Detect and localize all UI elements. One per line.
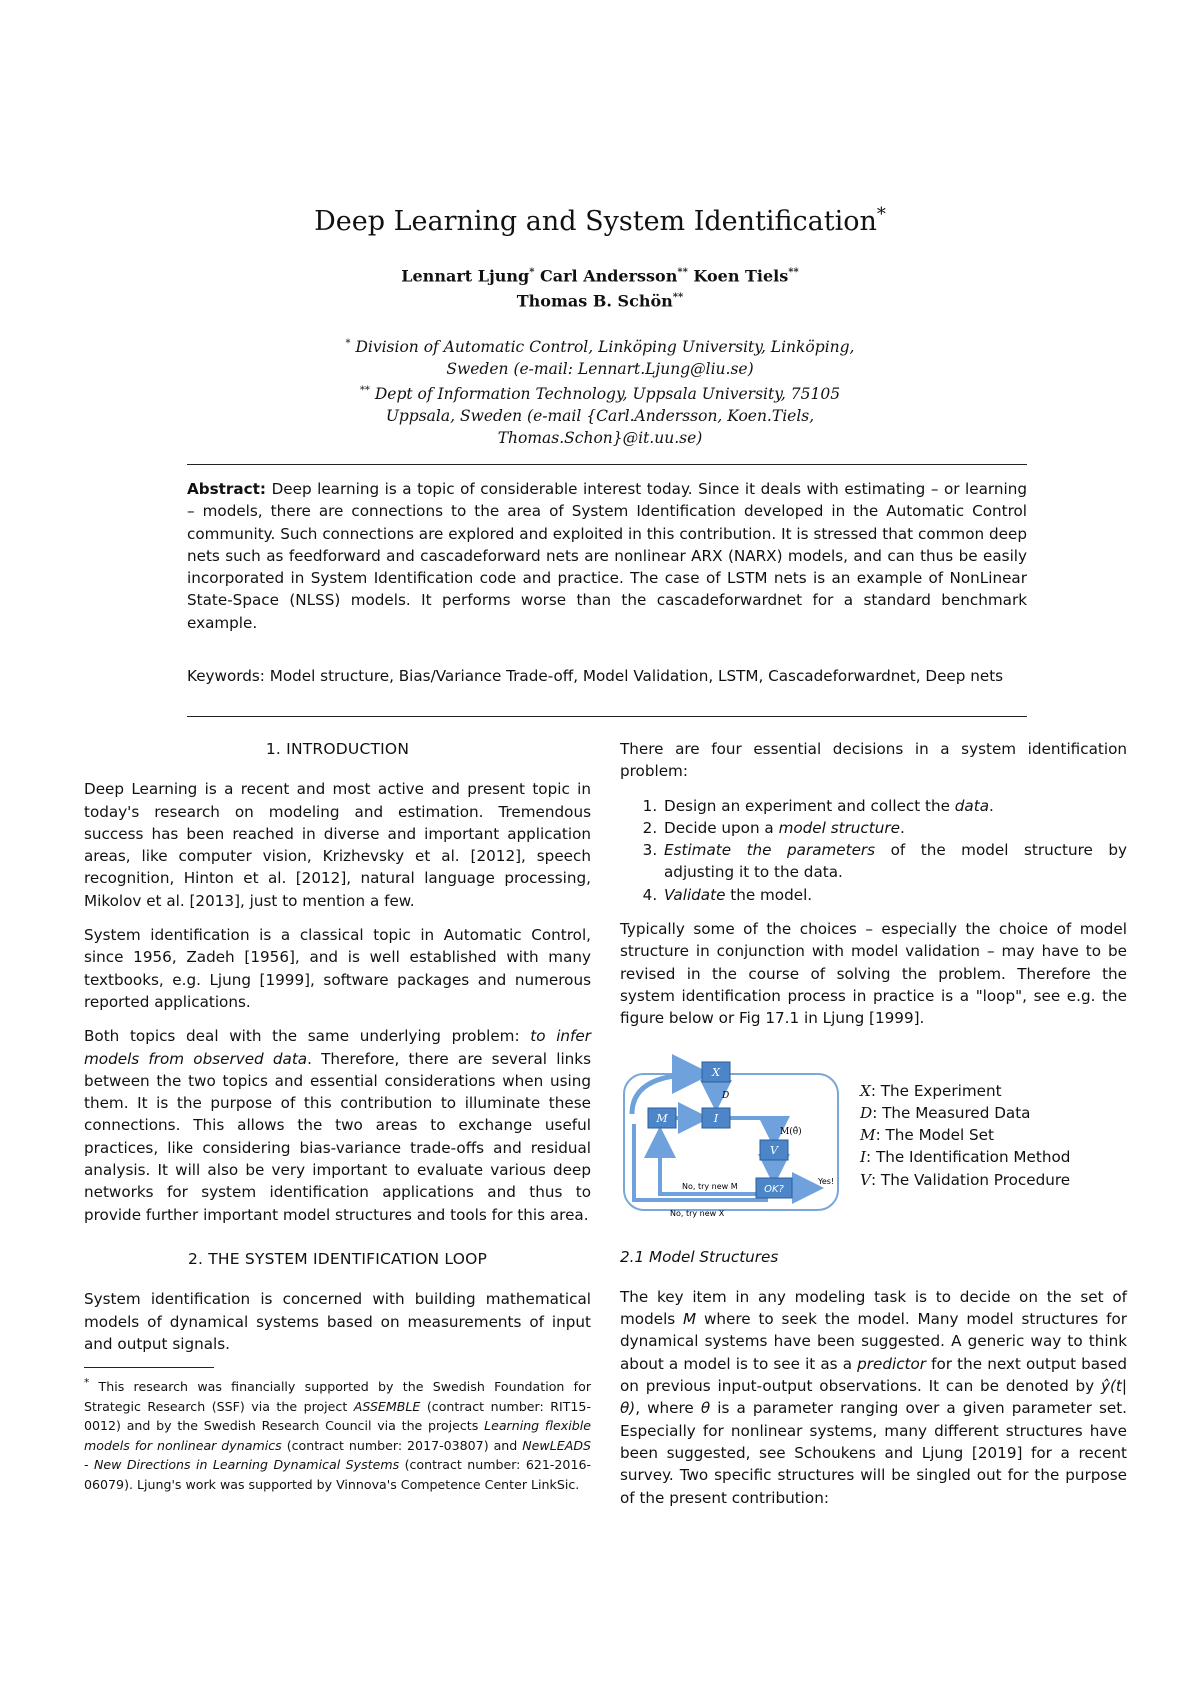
paragraph (620, 1286, 1127, 1509)
emphasis: Validate (664, 885, 726, 904)
emphasis: Learning flexible models for nonlinear dynamics (84, 1418, 591, 1453)
box-label: OK? (764, 1183, 784, 1195)
legend-item (860, 1146, 1070, 1168)
retry-experiment-label: No, try new X (670, 1208, 725, 1218)
affiliation-2 (0, 380, 1200, 405)
left-column (84, 738, 591, 1494)
emphasis: Estimate the parameters (664, 841, 876, 860)
abstract (187, 478, 1027, 634)
loop-arrow (730, 1118, 774, 1140)
paragraph: There are four essential decisions in a system identification problem: (620, 740, 1127, 781)
legend-text: : The Identification Method (866, 1148, 1071, 1167)
box-label: X (712, 1065, 720, 1079)
author-mark: ** (788, 267, 799, 278)
footnote-mark: * (84, 1377, 90, 1390)
list-item (662, 884, 1127, 906)
text-run: of the model structure by adjusting it to the data. (664, 841, 1127, 882)
affiliation-text: Division of Automatic Control, Linköping University, Linköping, (355, 338, 855, 357)
text-run: (contract number: 621-2016-06079). Ljung's work was supported by Vinnova's Competence Center LinkSic. (84, 1457, 592, 1492)
list-item (662, 839, 1127, 884)
footnote (84, 1374, 591, 1494)
legend-symbol: V (860, 1170, 871, 1189)
author-mark: ** (672, 292, 684, 304)
abstract-bottom-rule (187, 716, 1027, 717)
box-label: I (713, 1111, 719, 1125)
text-run: The key item in any modeling task is to decide on the set of models (620, 1287, 1127, 1329)
affiliation-text: Sweden (e-mail: Lennart.Ljung@liu.se) (446, 360, 754, 379)
affiliation-1 (0, 333, 1200, 358)
loop-diagram (620, 1054, 850, 1222)
legend-item (860, 1080, 1070, 1102)
box-validation (760, 1140, 788, 1160)
abstract-label: Abstract: (187, 480, 267, 498)
abstract-top-rule (187, 464, 1027, 465)
section-heading: 1. INTRODUCTION (265, 740, 410, 758)
box-identification (702, 1108, 730, 1128)
author-name: Lennart Ljung (401, 266, 530, 286)
author-mark: ** (677, 267, 688, 278)
loop-diagram-svg (620, 1054, 850, 1222)
box-experiment (702, 1062, 730, 1082)
footnote-rule (84, 1367, 214, 1368)
author-name: Carl Andersson (540, 266, 678, 286)
section-heading: 2. THE SYSTEM IDENTIFICATION LOOP (187, 1249, 488, 1268)
text-run: . Therefore, there are several links between the two topics and essential considerations when using them. It is the purpose of this contribution to illuminate these connections. This allows the two areas to exchange useful practices, like considering bias-variance trade-offs and residual analysis. It will also be very important to evaluate various deep networks for system identification applications and thus to provide further important model structures and tools for this area. (84, 1049, 591, 1224)
emphasis: ASSEMBLE (353, 1398, 421, 1414)
data-label: D (722, 1090, 730, 1101)
text-run: . (899, 818, 905, 837)
emphasis: predictor (857, 1354, 927, 1373)
author-name: Thomas B. Schön (516, 291, 673, 311)
box-model-set (648, 1108, 676, 1128)
text-run: the model. (725, 885, 813, 904)
model-estimate-label: M(θ̂) (780, 1126, 802, 1137)
retry-model-label: No, try new M (682, 1181, 738, 1191)
affiliation-text: Dept of Information Technology, Uppsala University, 75105 (374, 385, 841, 404)
affiliations (0, 333, 1200, 449)
paper-title (0, 204, 1200, 237)
legend-item (860, 1102, 1070, 1124)
paragraph (84, 1025, 591, 1226)
text-run: Both topics deal with the same underlying problem: (84, 1027, 531, 1046)
legend-item (860, 1124, 1070, 1146)
text-run: (contract number: RIT15-0012) and by the Swedish Research Council via the projects (84, 1398, 591, 1434)
text-run: Decide upon a (664, 818, 779, 837)
paragraph: System identification is a classical topic in Automatic Control, since 1956, Zadeh [1956], and is well established with many textbooks, e.g. Ljung [1999], software packages and numerous reported applications. (84, 926, 591, 1011)
keywords-text: Model structure, Bias/Variance Trade-off, Model Validation, LSTM, Cascadeforwardnet, Deep nets (269, 667, 1004, 685)
author-name: Koen Tiels (693, 266, 789, 286)
legend-symbol: I (860, 1148, 866, 1167)
author-line-2 (0, 287, 1200, 312)
decision-list (620, 795, 1127, 906)
box-ok (756, 1178, 792, 1198)
legend-text: : The Validation Procedure (870, 1170, 1071, 1189)
box-label: M (656, 1111, 668, 1125)
title-text: Deep Learning and System Identification (314, 206, 877, 237)
affiliation-mark: * (345, 338, 351, 349)
identification-loop-figure (620, 1054, 1127, 1222)
legend-text: : The Measured Data (872, 1103, 1031, 1122)
text-run: for the next output based on previous input-output observations. It can be denoted by (620, 1354, 1127, 1396)
title-footnote-mark: * (876, 204, 886, 225)
text-run: Design an experiment and collect the (664, 796, 955, 815)
legend-symbol: M (860, 1126, 876, 1145)
right-column (620, 738, 1127, 1521)
emphasis: NewLEADS - New Directions in Learning Dynamical Systems (84, 1437, 592, 1473)
math-expression: ŷ(t|θ) (620, 1377, 1127, 1418)
text-run: is a parameter ranging over a given parameter set. Especially for nonlinear systems, many different structures have been suggested, see Schoukens and Ljung [2019] for a recent survey. Two specific structures will be singled out for the purpose of the present contribution: (620, 1399, 1127, 1507)
author-list (0, 262, 1200, 313)
paragraph: Deep Learning is a recent and most active and present topic in today's research on modeling and estimation. Tremendous success has been reached in diverse and important application areas, like computer vision, Krizhevsky et al. [2012], speech recognition, Hinton et al. [2012], natural language processing, Mikolov et al. [2013], just to mention a few. (84, 780, 591, 910)
text-run: where to seek the model. Many model structures for dynamical systems have been suggested. A generic way to think about a model is to see it as a (620, 1310, 1128, 1373)
yes-label: Yes! (818, 1176, 835, 1186)
emphasis: to infer models from observed data (84, 1027, 591, 1068)
math-symbol: θ (700, 1399, 711, 1418)
text-run: (contract number: 2017-03807) and (281, 1437, 523, 1453)
legend-text: : The Model Set (875, 1126, 994, 1145)
paragraph: System identification is concerned with building mathematical models of dynamical systems based on measurements of input and output signals. (84, 1290, 591, 1353)
list-item (662, 795, 1127, 817)
author-line-1 (0, 262, 1200, 287)
text-run: , where (635, 1399, 701, 1418)
legend-item (860, 1169, 1070, 1191)
keywords-label: Keywords: (187, 667, 265, 685)
abstract-text: Deep learning is a topic of considerable interest today. Since it deals with estimating – or learning – models, there are connections to the area of System Identification developed in the Automatic Control community. Such connections are explored and exploited in this contribution. It is stressed that common deep nets such as feedforward and cascadeforward nets are nonlinear ARX (NARX) models, and can thus be easily incorporated in System Identification code and practice. The case of LSTM nets is an example of NonLinear State-Space (NLSS) models. It performs worse than the cascadeforwardnet for a standard benchmark example. (187, 480, 1027, 632)
affiliation-text: Thomas.Schon}@it.uu.se) (497, 429, 703, 448)
box-label: V (770, 1143, 778, 1157)
subsection-heading: 2.1 Model Structures (620, 1247, 779, 1266)
affiliation-mark: ** (359, 385, 370, 397)
legend-symbol: D (860, 1103, 873, 1122)
paragraph: Typically some of the choices – especially the choice of model structure in conjunction with model validation – may have to be revised in the course of solving the problem. Therefore the system identification process in practice is a "loop", see e.g. the figure below or Fig 17.1 in Ljung [1999]. (620, 920, 1127, 1028)
text-run: . (989, 796, 994, 815)
math-symbol: M (683, 1310, 697, 1329)
text-run: This research was financially supported by the Swedish Foundation for Strategic Research (SSF) via the project (84, 1379, 591, 1414)
legend-symbol: X (860, 1081, 871, 1100)
legend-text: : The Experiment (870, 1081, 1002, 1100)
emphasis: model structure (778, 818, 900, 837)
emphasis: data (954, 796, 990, 815)
author-mark: * (529, 267, 535, 278)
figure-legend (860, 1080, 1070, 1191)
keywords (187, 665, 1027, 687)
list-item (662, 817, 1127, 839)
affiliation-text: Uppsala, Sweden (e-mail {Carl.Andersson, Koen.Tiels, (385, 407, 815, 426)
